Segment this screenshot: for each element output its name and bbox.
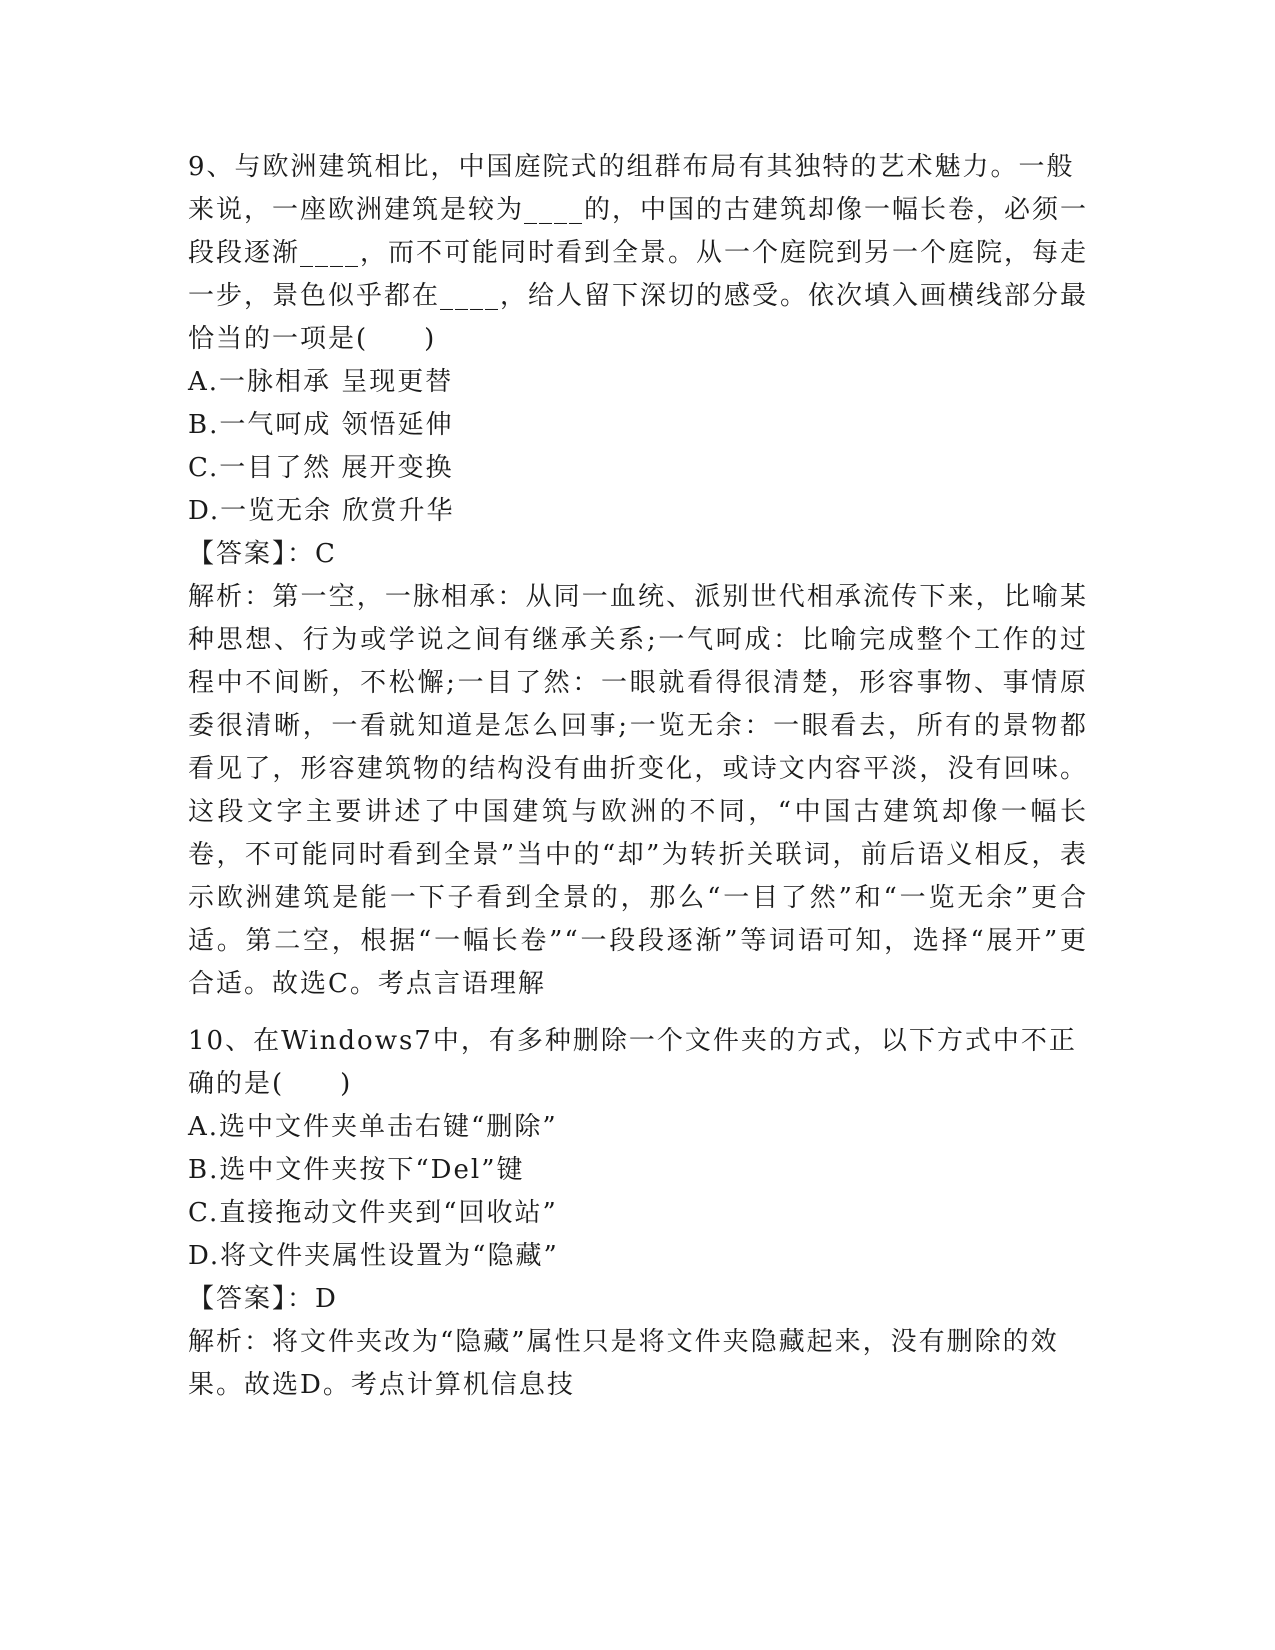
question-10 bbox=[188, 1020, 1088, 1407]
answer-line: 【答案】：D bbox=[188, 1284, 338, 1314]
question-9 bbox=[188, 146, 1088, 1006]
question-stem: 9、与欧洲建筑相比，中国庭院式的组群布局有其独特的艺术魅力。一般来说，一座欧洲建筑是较为____的，中国的古建筑却像一幅长卷，必须一段段逐渐____，而不可能同时看到全景。从一个庭院到另一个庭院，每走一步，景色似乎都在____，给人留下深切的感受。依次填入画横线部分最恰当的一项是( ) bbox=[188, 152, 1089, 354]
option-b: B.一气呵成 领悟延伸 bbox=[188, 410, 454, 440]
page-content bbox=[188, 146, 1088, 1407]
option-b: B.选中文件夹按下“Del”键 bbox=[188, 1155, 525, 1185]
option-c: C.直接拖动文件夹到“回收站” bbox=[188, 1198, 558, 1228]
option-d: D.一览无余 欣赏升华 bbox=[188, 496, 455, 526]
answer-line: 【答案】：C bbox=[188, 539, 337, 569]
analysis-text: 解析：第一空，一脉相承：从同一血统、派别世代相承流传下来，比喻某种思想、行为或学说之间有继承关系;一气呵成：比喻完成整个工作的过程中不间断，不松懈;一目了然：一眼就看得很清楚，形容事物、事情原委很清晰，一看就知道是怎么回事;一览无余：一眼看去，所有的景物都看见了，形容建筑物的结构没有曲折变化，或诗文内容平淡，没有回味。这段文字主要讲述了中国建筑与欧洲的不同，“中国古建筑却像一幅长卷，不可能同时看到全景”当中的“却”为转折关联词，前后语义相反，表示欧洲建筑是能一下子看到全景的，那么“一目了然”和“一览无余”更合适。第二空，根据“一幅长卷”“一段段逐渐”等词语可知，选择“展开”更合适。故选C。考点言语理解 bbox=[188, 582, 1088, 999]
option-c: C.一目了然 展开变换 bbox=[188, 453, 454, 483]
analysis-text: 解析：将文件夹改为“隐藏”属性只是将文件夹隐藏起来，没有删除的效果。故选D。考点计算机信息技 bbox=[188, 1327, 1059, 1400]
option-a: A.一脉相承 呈现更替 bbox=[188, 367, 454, 397]
option-d: D.将文件夹属性设置为“隐藏” bbox=[188, 1241, 559, 1271]
question-stem: 10、在Windows7中，有多种删除一个文件夹的方式，以下方式中不正确的是( ) bbox=[188, 1026, 1077, 1099]
option-a: A.选中文件夹单击右键“删除” bbox=[188, 1112, 558, 1142]
